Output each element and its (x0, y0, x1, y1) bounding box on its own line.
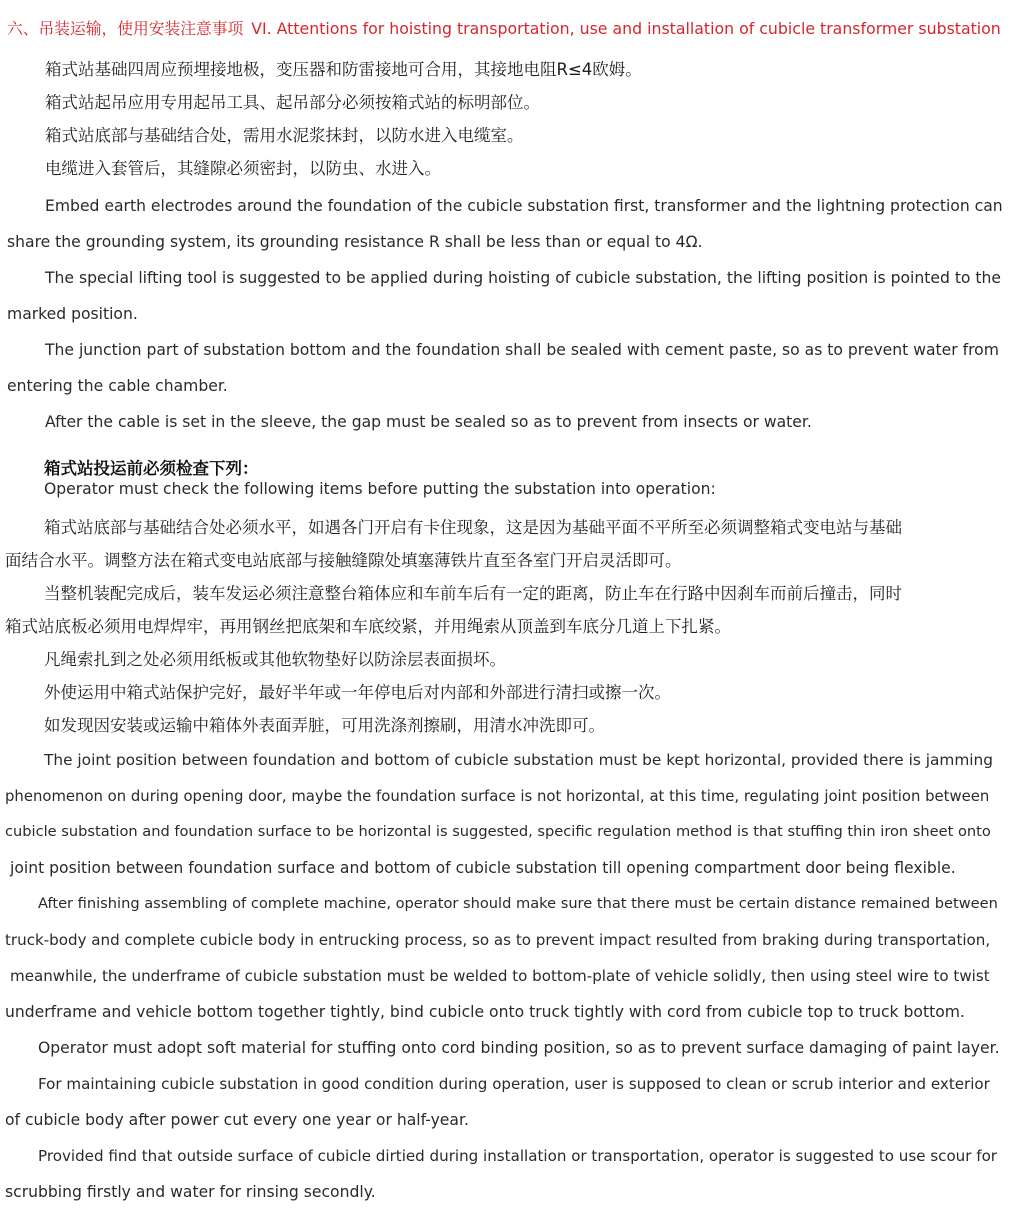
note-zh-4: 电缆进入套管后，其缝隙必须密封，以防虫、水进入。 (45, 159, 441, 178)
check-en-1c: cubicle substation and foundation surface to be horizontal is suggested, specific regulation method is that stuffing thin iron sheet onto (5, 823, 991, 840)
checklist-heading-en: Operator must check the following items before putting the substation into operation: (44, 480, 716, 498)
check-zh-5: 如发现因安装或运输中箱体外表面弄脏，可用洗涤剂擦刷，用清水冲洗即可。 (44, 716, 605, 735)
check-zh-1b: 面结合水平。调整方法在箱式变电站底部与接触缝隙处填塞薄铁片直至各室门开启灵活即可。 (5, 551, 682, 570)
check-en-1b: phenomenon on during opening door, maybe the foundation surface is not horizontal, at this time, regulating joint position between (5, 787, 990, 805)
check-en-1d: joint position between foundation surface and bottom of cubicle substation till opening compartment door being flexible. (10, 859, 956, 877)
note-zh-1: 箱式站基础四周应预埋接地极，变压器和防雷接地可合用，其接地电阻R≤4欧姆。 (45, 60, 642, 79)
check-en-5a: Provided find that outside surface of cubicle dirtied during installation or transportation, operator is suggested to use scour for (38, 1147, 998, 1165)
note-zh-2: 箱式站起吊应用专用起吊工具、起吊部分必须按箱式站的标明部位。 (45, 93, 540, 112)
note-en-3a: The junction part of substation bottom and the foundation shall be sealed with cement paste, so as to prevent water from (45, 341, 999, 359)
check-zh-2a: 当整机装配完成后，装车发运必须注意整台箱体应和车前车后有一定的距离，防止车在行路中因刹车而前后撞击，同时 (44, 584, 902, 603)
note-en-2b: marked position. (7, 305, 138, 323)
check-zh-2b: 箱式站底板必须用电焊焊牢，再用钢丝把底架和车底绞紧，并用绳索从顶盖到车底分几道上下扎紧。 (5, 617, 731, 636)
check-zh-1a: 箱式站底部与基础结合处必须水平，如遇各门开启有卡住现象，这是因为基础平面不平所至必须调整箱式变电站与基础 (44, 518, 902, 537)
note-en-2a: The special lifting tool is suggested to be applied during hoisting of cubicle substation, the lifting position is pointed to the (45, 269, 1002, 287)
check-zh-4: 外使运用中箱式站保护完好，最好半年或一年停电后对内部和外部进行清扫或擦一次。 (44, 683, 671, 702)
checklist-heading-zh: 箱式站投运前必须检查下列： (44, 459, 259, 478)
check-zh-3: 凡绳索扎到之处必须用纸板或其他软物垫好以防涂层表面损坏。 (44, 650, 506, 669)
note-en-3b: entering the cable chamber. (7, 377, 228, 395)
check-en-2b: truck-body and complete cubicle body in entrucking process, so as to prevent impact resulted from braking during transportation, (5, 931, 991, 949)
note-en-1b: share the grounding system, its grounding resistance R shall be less than or equal to 4Ω. (7, 233, 703, 251)
check-en-5b: scrubbing firstly and water for rinsing secondly. (5, 1183, 376, 1201)
section-title-en: VI. Attentions for hoisting transportation, use and installation of cubicle transformer substation (251, 19, 1001, 38)
check-en-2d: underframe and vehicle bottom together tightly, bind cubicle onto truck tightly with cord from cubicle top to truck bottom. (5, 1003, 965, 1021)
note-en-4: After the cable is set in the sleeve, the gap must be sealed so as to prevent from insects or water. (45, 413, 812, 431)
check-en-2c: meanwhile, the underframe of cubicle substation must be welded to bottom-plate of vehicle solidly, then using steel wire to twist (10, 967, 990, 985)
section-title-zh: 六、吊装运输，使用安装注意事项 (7, 19, 244, 38)
check-en-4b: of cubicle body after power cut every one year or half-year. (5, 1111, 469, 1129)
check-en-1a: The joint position between foundation and bottom of cubicle substation must be kept horizontal, provided there is jamming (44, 751, 994, 769)
check-en-4a: For maintaining cubicle substation in good condition during operation, user is supposed to clean or scrub interior and exterior (38, 1075, 990, 1093)
note-en-1a: Embed earth electrodes around the foundation of the cubicle substation first, transformer and the lightning protection can (45, 197, 1003, 215)
section-title (7, 16, 1001, 39)
check-en-3: Operator must adopt soft material for stuffing onto cord binding position, so as to prevent surface damaging of paint layer. (38, 1039, 1000, 1057)
check-en-2a: After finishing assembling of complete machine, operator should make sure that there must be certain distance remained between (38, 895, 998, 912)
note-zh-3: 箱式站底部与基础结合处，需用水泥浆抹封，以防水进入电缆室。 (45, 126, 524, 145)
